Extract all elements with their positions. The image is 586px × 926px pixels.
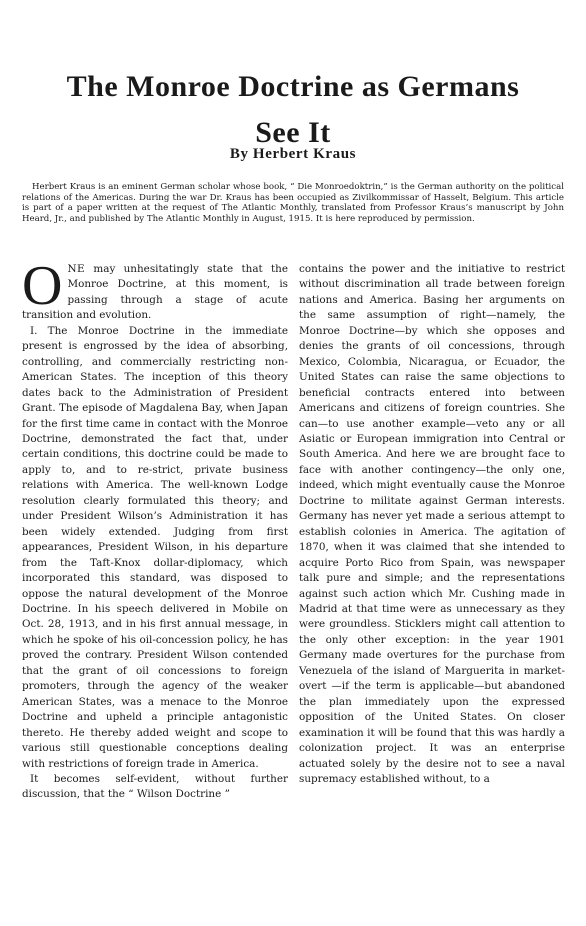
opening-paragraph-text: may unhesitatingly state that the Monroe Doctrine, at this moment, is passing through a stage of acute transition and evolution.	[22, 263, 288, 322]
body-paragraph: contains the power and the initiative to restrict without discrimination all trade between foreign nations and America. Basing her arguments on the same assumption of right—namely, the Monroe Doctrine—by which she opposes and denies the grants of oil concessions, through Mexico, Colombia, Nicaragua, or Ecuador, the United States can raise the same objections to beneficial contracts entered into between Americans and citizens of foreign countries. She can—to use another example—veto any or all Asiatic or European immigration into Central or South America. And here we are brought face to face with another contingency—the only one, indeed, which might eventually cause the Monroe Doctrine to militate against German interests. Germany has never yet made a serious attempt to establish colonies in America. The agitation of 1870, when it was claimed that she intended to acquire Porto Rico from Spain, was newspaper talk pure and simple; and the representations against such action which Mr. Cushing made in Madrid at that time were as unnecessary as they were groundless. Sticklers might call attention to the only other exception: in the year 1901 Germany made overtures for the purchase from Venezuela of the island of Marguerita in market-overt —if the term is applicable—but abandoned the plan immediately upon the expressed opposition of the United States. On closer examination it will be found that this was hardly a colonization project. It was an enterprise actuated solely by the desire not to see a naval supremacy established without, to a	[299, 263, 565, 785]
drop-cap: O	[22, 255, 63, 317]
text-column-left	[22, 255, 288, 803]
title-line-1: The Monroe Doctrine as Germans	[66, 70, 520, 103]
body-paragraph: I. The Monroe Doctrine in the immediate present is engrossed by the idea of absorbing, controlling, and commercially restricting non-American States. The inception of this theory dates back to the Administration of President Grant. The episode of Magdalena Bay, when Japan for the first time came in contact with the Monroe Doctrine, demonstrated the fact that, under certain conditions, this doctrine could be made to apply to, and to re-strict, private business relations with America. The well-known Lodge resolution clearly formulated this theory; and under President Wilson’s Administration it has been widely extended. Judging from first appearances, President Wilson, in his departure from the Taft-Knox dollar-diplomacy, which incorporated this standard, was disposed to oppose the natural development of the Monroe Doctrine. In his speech delivered in Mobile on Oct. 28, 1913, and in his first annual message, in which he spoke of his oil-concession policy, he has proved the contrary. President Wilson contended that the grant of oil concessions to foreign promoters, through the agency of the weaker American States, was a menace to the Monroe Doctrine and upheld a principle antagonistic thereto. He thereby added weight and scope to various still questionable conceptions dealing with restrictions of foreign trade in America.	[22, 324, 288, 770]
title-line-2: See It	[255, 116, 331, 149]
article-byline: By Herbert Kraus	[229, 146, 357, 162]
article-intro-note: Herbert Kraus is an eminent German scholar whose book, “ Die Monroedoktrin,” is the German authority on the political relations of the Americas. During the war Dr. Kraus has been occupied as Zivilkommissar of Hasselt, Belgium. This article is part of a paper written at the request of The Atlantic Monthly, translated from Professor Kraus’s manuscript by John Heard, Jr., and published by The Atlantic Monthly in August, 1915. It is here reproduced by permission.	[22, 182, 564, 225]
article-title	[20, 64, 566, 156]
first-word-rest: NE	[67, 263, 86, 275]
text-column-right	[299, 262, 565, 787]
body-paragraph: It becomes self-evident, without further discussion, that the “ Wilson Doctrine ”	[22, 772, 288, 801]
opening-paragraph	[22, 255, 288, 324]
